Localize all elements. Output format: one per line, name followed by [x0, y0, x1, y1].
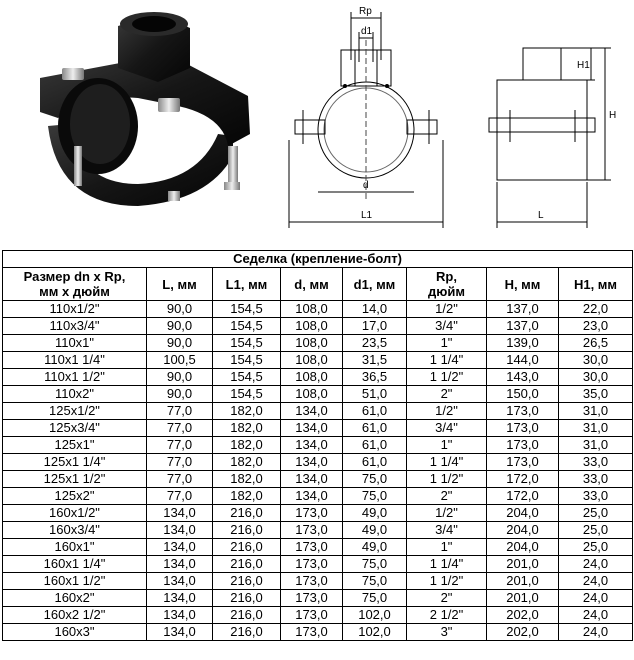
table-cell: 61,0 [343, 420, 407, 437]
table-cell: 1/2" [407, 505, 487, 522]
table-cell: 172,0 [487, 471, 559, 488]
table-cell: 154,5 [213, 318, 281, 335]
table-row [3, 556, 633, 573]
table-cell: 2 1/2" [407, 607, 487, 624]
table-cell: 90,0 [147, 369, 213, 386]
table-cell: 108,0 [281, 369, 343, 386]
table-cell: 204,0 [487, 505, 559, 522]
table-cell: 90,0 [147, 301, 213, 318]
table-cell: 216,0 [213, 607, 281, 624]
table-cell: 134,0 [147, 522, 213, 539]
table-cell: 160x3/4" [3, 522, 147, 539]
table-row [3, 488, 633, 505]
dim-label-rp: Rp [359, 6, 372, 17]
table-cell: 90,0 [147, 386, 213, 403]
table-cell: 110x3/4" [3, 318, 147, 335]
table-cell: 173,0 [281, 573, 343, 590]
table-cell: 137,0 [487, 301, 559, 318]
dim-label-d1: d1 [361, 26, 373, 37]
table-cell: 134,0 [281, 471, 343, 488]
table-row [3, 590, 633, 607]
saddle-clamp-photo [18, 6, 258, 221]
table-body [3, 301, 633, 641]
table-cell: 3/4" [407, 318, 487, 335]
table-cell: 75,0 [343, 471, 407, 488]
table-cell: 1" [407, 437, 487, 454]
table-cell: 154,5 [213, 301, 281, 318]
column-header: H, мм [487, 268, 559, 301]
table-cell: 77,0 [147, 403, 213, 420]
technical-drawing [275, 0, 634, 240]
table-cell: 24,0 [559, 607, 633, 624]
table-cell: 30,0 [559, 352, 633, 369]
table-cell: 75,0 [343, 488, 407, 505]
table-header-row [3, 268, 633, 301]
table-cell: 134,0 [147, 556, 213, 573]
table-cell: 139,0 [487, 335, 559, 352]
table-cell: 75,0 [343, 573, 407, 590]
table-cell: 125x3/4" [3, 420, 147, 437]
table-cell: 1/2" [407, 403, 487, 420]
table-cell: 31,0 [559, 403, 633, 420]
table-cell: 31,5 [343, 352, 407, 369]
table-cell: 173,0 [487, 403, 559, 420]
table-cell: 36,5 [343, 369, 407, 386]
column-header: H1, мм [559, 268, 633, 301]
table-cell: 75,0 [343, 590, 407, 607]
table-cell: 216,0 [213, 573, 281, 590]
table-cell: 49,0 [343, 505, 407, 522]
table-cell: 173,0 [281, 624, 343, 641]
table-cell: 134,0 [147, 607, 213, 624]
table-cell: 134,0 [147, 590, 213, 607]
table-cell: 108,0 [281, 335, 343, 352]
table-cell: 51,0 [343, 386, 407, 403]
table-cell: 201,0 [487, 573, 559, 590]
table-cell: 182,0 [213, 454, 281, 471]
table-row [3, 471, 633, 488]
table-cell: 24,0 [559, 573, 633, 590]
table-row [3, 505, 633, 522]
table-cell: 160x1" [3, 539, 147, 556]
table-cell: 201,0 [487, 556, 559, 573]
table-cell: 216,0 [213, 522, 281, 539]
table-cell: 49,0 [343, 539, 407, 556]
table-cell: 1 1/4" [407, 352, 487, 369]
table-cell: 216,0 [213, 624, 281, 641]
table-cell: 77,0 [147, 488, 213, 505]
table-cell: 25,0 [559, 522, 633, 539]
table-cell: 173,0 [487, 420, 559, 437]
dim-label-d: d [363, 180, 369, 191]
table-cell: 2" [407, 590, 487, 607]
table-cell: 154,5 [213, 352, 281, 369]
table-cell: 202,0 [487, 607, 559, 624]
table-cell: 110x1 1/2" [3, 369, 147, 386]
dim-label-h: H [609, 110, 617, 121]
table-cell: 154,5 [213, 386, 281, 403]
table-cell: 3/4" [407, 522, 487, 539]
table-cell: 182,0 [213, 437, 281, 454]
table-cell: 61,0 [343, 403, 407, 420]
table-row [3, 539, 633, 556]
table-cell: 24,0 [559, 590, 633, 607]
dim-label-l: L [538, 210, 544, 221]
table-cell: 202,0 [487, 624, 559, 641]
table-row [3, 607, 633, 624]
table-cell: 1" [407, 539, 487, 556]
table-row [3, 522, 633, 539]
table-cell: 61,0 [343, 437, 407, 454]
table-cell: 110x2" [3, 386, 147, 403]
column-header: L, мм [147, 268, 213, 301]
table-row [3, 437, 633, 454]
table-cell: 30,0 [559, 369, 633, 386]
table-cell: 3/4" [407, 420, 487, 437]
table-cell: 108,0 [281, 386, 343, 403]
column-header: L1, мм [213, 268, 281, 301]
table-cell: 125x2" [3, 488, 147, 505]
table-cell: 201,0 [487, 590, 559, 607]
table-title: Седелка (крепление-болт) [3, 251, 633, 268]
product-illustration-area [0, 0, 634, 248]
table-cell: 204,0 [487, 539, 559, 556]
table-cell: 160x3" [3, 624, 147, 641]
column-header: Rp, дюйм [407, 268, 487, 301]
table-cell: 173,0 [281, 522, 343, 539]
table-row [3, 386, 633, 403]
table-cell: 2" [407, 488, 487, 505]
table-cell: 182,0 [213, 403, 281, 420]
table-cell: 3" [407, 624, 487, 641]
table-cell: 134,0 [281, 420, 343, 437]
table-cell: 154,5 [213, 369, 281, 386]
table-cell: 216,0 [213, 539, 281, 556]
table-row [3, 454, 633, 471]
table-cell: 144,0 [487, 352, 559, 369]
table-cell: 1 1/2" [407, 573, 487, 590]
table-cell: 102,0 [343, 607, 407, 624]
table-cell: 33,0 [559, 471, 633, 488]
table-cell: 160x1/2" [3, 505, 147, 522]
table-cell: 26,5 [559, 335, 633, 352]
table-cell: 110x1" [3, 335, 147, 352]
table-cell: 160x2 1/2" [3, 607, 147, 624]
table-cell: 160x2" [3, 590, 147, 607]
table-cell: 143,0 [487, 369, 559, 386]
table-cell: 216,0 [213, 505, 281, 522]
table-cell: 173,0 [281, 505, 343, 522]
table-cell: 137,0 [487, 318, 559, 335]
table-cell: 173,0 [487, 454, 559, 471]
table-cell: 160x1 1/4" [3, 556, 147, 573]
table-cell: 77,0 [147, 420, 213, 437]
table-cell: 25,0 [559, 539, 633, 556]
table-cell: 22,0 [559, 301, 633, 318]
table-cell: 108,0 [281, 352, 343, 369]
table-cell: 100,5 [147, 352, 213, 369]
table-cell: 1 1/4" [407, 556, 487, 573]
table-row [3, 301, 633, 318]
table-cell: 1 1/2" [407, 471, 487, 488]
dim-label-h1: H1 [577, 60, 590, 71]
table-cell: 33,0 [559, 454, 633, 471]
table-cell: 90,0 [147, 335, 213, 352]
table-cell: 102,0 [343, 624, 407, 641]
table-cell: 173,0 [487, 437, 559, 454]
table-cell: 1 1/4" [407, 454, 487, 471]
table-cell: 1/2" [407, 301, 487, 318]
table-cell: 14,0 [343, 301, 407, 318]
table-cell: 134,0 [281, 437, 343, 454]
table-cell: 77,0 [147, 471, 213, 488]
table-cell: 173,0 [281, 539, 343, 556]
table-cell: 31,0 [559, 437, 633, 454]
table-cell: 125x1" [3, 437, 147, 454]
table-row [3, 573, 633, 590]
table-row [3, 369, 633, 386]
table-cell: 134,0 [147, 573, 213, 590]
table-cell: 182,0 [213, 471, 281, 488]
table-cell: 17,0 [343, 318, 407, 335]
table-row [3, 335, 633, 352]
table-cell: 125x1 1/2" [3, 471, 147, 488]
table-row [3, 352, 633, 369]
table-cell: 23,0 [559, 318, 633, 335]
table-cell: 35,0 [559, 386, 633, 403]
table-cell: 154,5 [213, 335, 281, 352]
table-cell: 110x1 1/4" [3, 352, 147, 369]
column-header: Размер dn x Rp, мм x дюйм [3, 268, 147, 301]
table-cell: 182,0 [213, 420, 281, 437]
table-cell: 1 1/2" [407, 369, 487, 386]
table-cell: 172,0 [487, 488, 559, 505]
table-cell: 125x1 1/4" [3, 454, 147, 471]
table-cell: 2" [407, 386, 487, 403]
table-cell: 160x1 1/2" [3, 573, 147, 590]
table-cell: 182,0 [213, 488, 281, 505]
table-cell: 173,0 [281, 556, 343, 573]
table-cell: 216,0 [213, 556, 281, 573]
table-cell: 173,0 [281, 607, 343, 624]
table-cell: 90,0 [147, 318, 213, 335]
table-row [3, 318, 633, 335]
table-cell: 77,0 [147, 437, 213, 454]
table-cell: 173,0 [281, 590, 343, 607]
table-cell: 77,0 [147, 454, 213, 471]
table-row [3, 624, 633, 641]
table-cell: 134,0 [147, 624, 213, 641]
table-cell: 216,0 [213, 590, 281, 607]
table-cell: 134,0 [147, 539, 213, 556]
table-cell: 75,0 [343, 556, 407, 573]
table-cell: 204,0 [487, 522, 559, 539]
table-cell: 33,0 [559, 488, 633, 505]
table-cell: 61,0 [343, 454, 407, 471]
table-cell: 23,5 [343, 335, 407, 352]
table-row [3, 420, 633, 437]
table-cell: 134,0 [147, 505, 213, 522]
table-row [3, 403, 633, 420]
table-cell: 150,0 [487, 386, 559, 403]
table-cell: 108,0 [281, 301, 343, 318]
table-cell: 1" [407, 335, 487, 352]
column-header: d1, мм [343, 268, 407, 301]
table-cell: 24,0 [559, 624, 633, 641]
saddle-spec-table [2, 250, 633, 641]
column-header: d, мм [281, 268, 343, 301]
table-cell: 110x1/2" [3, 301, 147, 318]
table-cell: 108,0 [281, 318, 343, 335]
table-cell: 134,0 [281, 488, 343, 505]
table-cell: 31,0 [559, 420, 633, 437]
table-cell: 134,0 [281, 403, 343, 420]
table-cell: 125x1/2" [3, 403, 147, 420]
table-cell: 24,0 [559, 556, 633, 573]
table-cell: 134,0 [281, 454, 343, 471]
table-cell: 25,0 [559, 505, 633, 522]
dim-label-l1: L1 [361, 210, 373, 221]
table-cell: 49,0 [343, 522, 407, 539]
